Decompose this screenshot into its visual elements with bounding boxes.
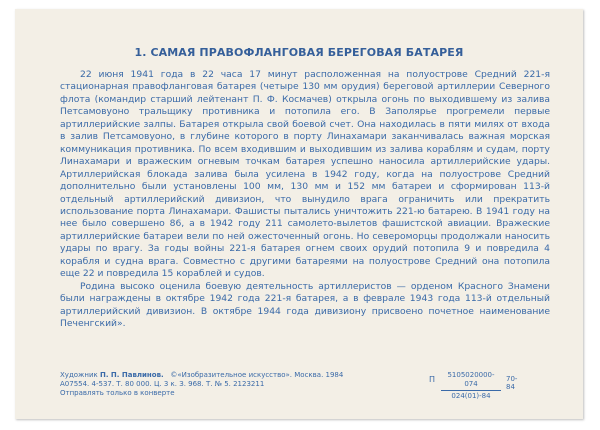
code-letter: П bbox=[429, 375, 436, 384]
imprint-line-1 bbox=[60, 371, 343, 380]
code-fraction bbox=[441, 371, 501, 401]
paragraph-1: 22 июня 1941 года в 22 часа 17 минут расположенная на полуострове Средний 221-я стационарная правофланговая батарея (четыре 130 мм орудия) береговой артиллерии Северного флота (командир старший лейтенант П. Ф. Космачев) открыла огонь по выходившему из залива Петсамовуоно тральщику противника и потопила его. В Заполярье прогремели первые артиллерийские залпы. Батарея открыла свой боевой счет. Она находилась в пяти милях от входа в залив Петсамовуоно, в глубине которого в порту Линахамари заканчивалась важная морская коммуникация противника. По всем входившим и выходившим из залива кораблям и судам, порту Линахамари и вражеским огневым точкам батарея успешно наносила артиллерийские удары. Артиллерийская блокада залива была усилена в 1942 году, когда на полуострове Средний дополнительно были установлены 100 мм, 130 мм и 152 мм батареи и сформирован 113-й отдельный артиллерийский дивизион, что вынудило врага ограничить или прекратить использование порта Линахамари. Фашисты пытались уничтожить 221-ю батарею. В 1941 году на нее было совершено 86, а в 1942 году 211 самолето-вылетов фашистской авиации. Вражеские артиллерийские батареи вели по ней ожесточенный огонь. Но североморцы продолжали наносить удары по врагу. За годы войны 221-я батарея огнем своих орудий потопила 9 и повредила 4 корабля и судна врага. Совместно с другими батареями на полуострове Средний она потопила еще 22 и повредила 15 кораблей и судов. bbox=[60, 69, 550, 280]
artist-prefix: Художник bbox=[60, 371, 98, 379]
code-denominator: 024(01)-84 bbox=[451, 392, 491, 400]
postcard bbox=[15, 9, 583, 419]
artist-name: П. П. Павлинов. bbox=[99, 371, 164, 379]
publisher: ©«Изобразительное искусство». Москва. 1984 bbox=[170, 371, 344, 379]
document-title: 1. САМАЯ ПРАВОФЛАНГОВАЯ БЕРЕГОВАЯ БАТАРЕЯ bbox=[134, 46, 464, 59]
paragraph-2: Родина высоко оценила боевую деятельность артиллеристов — орденом Красного Знамени были награждены в октябре 1942 года 221-я батарея, а в феврале 1943 года 113-й отдельный артиллерийский дивизион. В октябре 1944 года дивизиону присвоено почетное наименование Печенгский». bbox=[60, 280, 550, 330]
code-price: 70-84 bbox=[506, 375, 518, 391]
imprint-line-2: А07554. 4-537. Т. 80 000. Ц. 3 к. З. 968. Т. № 5. 2123211 bbox=[60, 380, 265, 389]
article-body bbox=[60, 69, 550, 331]
imprint-line-3: Отправлять только в конверте bbox=[60, 389, 175, 398]
imprint bbox=[60, 371, 343, 399]
code-numerator: 5105020000-074 bbox=[441, 371, 501, 391]
